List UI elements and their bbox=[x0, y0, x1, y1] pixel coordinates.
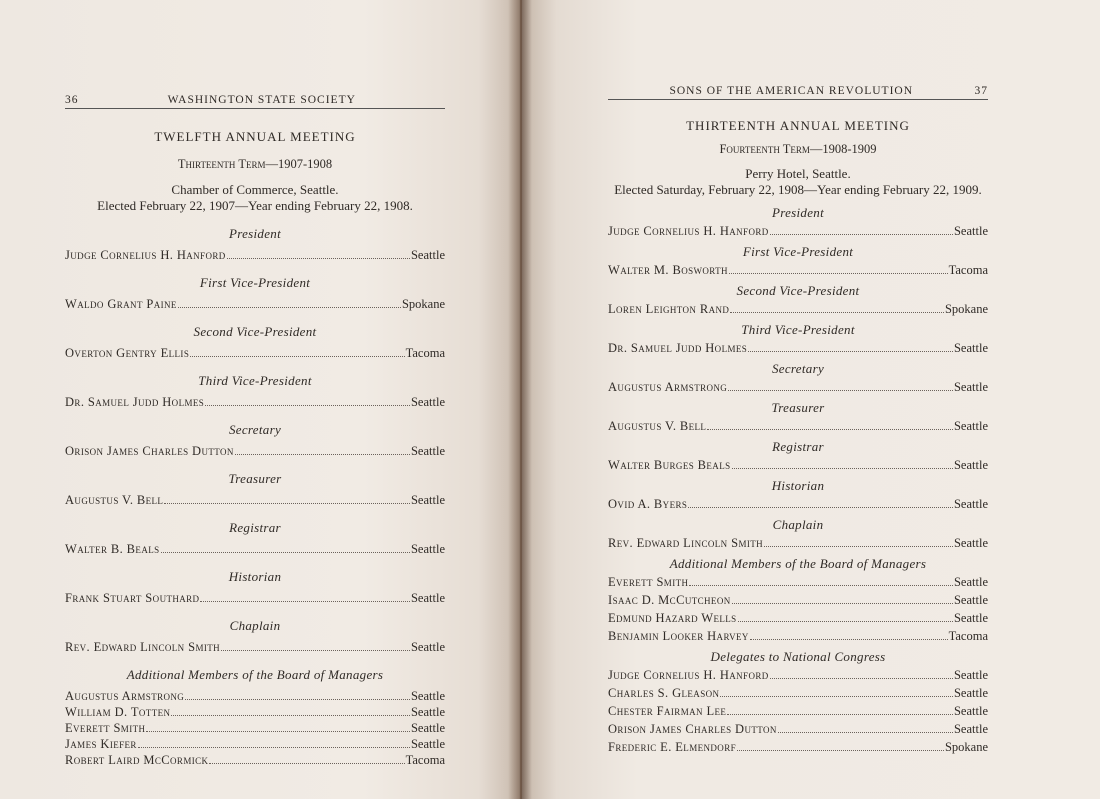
office-heading: Third Vice-President bbox=[741, 322, 855, 337]
officer-entry bbox=[65, 720, 445, 736]
officer-name: Robert Laird McCormick bbox=[65, 753, 209, 767]
officer-name: Waldo Grant Paine bbox=[65, 297, 177, 311]
officer-entry bbox=[65, 704, 445, 720]
officer-entry bbox=[65, 443, 445, 459]
election-info: Elected Saturday, February 22, 1908—Year ending February 22, 1909. bbox=[614, 182, 982, 197]
officer-name: Orison James Charles Dutton bbox=[65, 444, 234, 458]
officer-name: Frederic E. Elmendorf bbox=[608, 740, 737, 754]
office-heading: Historian bbox=[771, 478, 825, 493]
dot-leader bbox=[171, 715, 410, 716]
officer-city: Seattle bbox=[410, 737, 445, 751]
officer-entry bbox=[65, 296, 445, 312]
officer-name: Judge Cornelius H. Hanford bbox=[608, 224, 769, 238]
dot-leader bbox=[688, 507, 953, 508]
dot-leader bbox=[209, 763, 404, 764]
dot-leader bbox=[200, 601, 410, 602]
dot-leader bbox=[778, 732, 953, 733]
officer-name: Ovid A. Byers bbox=[608, 497, 688, 511]
dot-leader bbox=[738, 621, 953, 622]
officer-city: Seattle bbox=[953, 497, 988, 511]
office-heading: Additional Members of the Board of Managers bbox=[669, 556, 927, 571]
officer-city: Seattle bbox=[953, 575, 988, 589]
officer-entry bbox=[65, 492, 445, 508]
office-heading: Secretary bbox=[771, 361, 825, 376]
officer-city: Seattle bbox=[953, 224, 988, 238]
dot-leader bbox=[138, 747, 410, 748]
officer-city: Seattle bbox=[953, 458, 988, 472]
officer-name: Edmund Hazard Wells bbox=[608, 611, 737, 625]
dot-leader bbox=[161, 552, 410, 553]
officer-entry bbox=[65, 394, 445, 410]
officer-city: Seattle bbox=[953, 704, 988, 718]
dot-leader bbox=[750, 639, 948, 640]
dot-leader bbox=[185, 699, 410, 700]
office-heading: Delegates to National Congress bbox=[710, 649, 886, 664]
officer-entry bbox=[65, 688, 445, 704]
officer-name: Overton Gentry Ellis bbox=[65, 346, 190, 360]
dot-leader bbox=[737, 750, 944, 751]
office-heading: Chaplain bbox=[772, 517, 824, 532]
officer-name: Walter Burges Beals bbox=[608, 458, 731, 472]
officer-city: Seattle bbox=[410, 591, 445, 605]
dot-leader bbox=[227, 258, 410, 259]
officer-entry bbox=[608, 301, 988, 317]
officer-entry bbox=[65, 752, 445, 768]
officer-name: Rev. Edward Lincoln Smith bbox=[65, 640, 221, 654]
officer-name: Walter M. Bosworth bbox=[608, 263, 728, 277]
officer-entry bbox=[608, 262, 988, 278]
dot-leader bbox=[221, 650, 410, 651]
officer-city: Seattle bbox=[953, 611, 988, 625]
officer-entry bbox=[608, 667, 988, 683]
officer-entry bbox=[608, 340, 988, 356]
officer-name: Walter B. Beals bbox=[65, 542, 160, 556]
officer-city: Seattle bbox=[953, 380, 988, 394]
office-heading: Additional Members of the Board of Managers bbox=[126, 667, 384, 682]
officer-name: Isaac D. McCutcheon bbox=[608, 593, 731, 607]
office-heading: Second Vice-President bbox=[193, 324, 317, 339]
officer-city: Spokane bbox=[944, 302, 988, 316]
officer-name: William D. Totten bbox=[65, 705, 171, 719]
officer-city: Seattle bbox=[953, 722, 988, 736]
officer-city: Seattle bbox=[953, 686, 988, 700]
officer-entry bbox=[608, 496, 988, 512]
officer-entry bbox=[65, 345, 445, 361]
dot-leader bbox=[732, 603, 953, 604]
dot-leader bbox=[190, 356, 404, 357]
meeting-title: THIRTEENTH ANNUAL MEETING bbox=[686, 118, 910, 133]
office-heading: President bbox=[771, 205, 825, 220]
dot-leader bbox=[235, 454, 410, 455]
officer-entry bbox=[608, 685, 988, 701]
officer-entry bbox=[608, 457, 988, 473]
dot-leader bbox=[730, 312, 944, 313]
officer-entry bbox=[608, 379, 988, 395]
officer-name: Benjamin Looker Harvey bbox=[608, 629, 749, 643]
meeting-location: Chamber of Commerce, Seattle. bbox=[171, 182, 339, 197]
office-heading: Registrar bbox=[229, 520, 281, 535]
officer-name: Dr. Samuel Judd Holmes bbox=[608, 341, 748, 355]
officer-city: Seattle bbox=[410, 721, 445, 735]
office-heading: Historian bbox=[228, 569, 282, 584]
officer-name: Rev. Edward Lincoln Smith bbox=[608, 536, 764, 550]
officer-name: Judge Cornelius H. Hanford bbox=[608, 668, 769, 682]
officer-city: Seattle bbox=[410, 542, 445, 556]
officer-city: Seattle bbox=[410, 640, 445, 654]
officer-entry bbox=[65, 541, 445, 557]
left-page-content bbox=[65, 94, 445, 768]
officer-name: Augustus Armstrong bbox=[608, 380, 728, 394]
officer-entry bbox=[65, 590, 445, 606]
officer-entry bbox=[608, 418, 988, 434]
officer-entry bbox=[608, 574, 988, 590]
dot-leader bbox=[770, 234, 953, 235]
officer-name: Everett Smith bbox=[65, 721, 146, 735]
officer-entry bbox=[65, 736, 445, 752]
page-number: 37 bbox=[974, 85, 988, 97]
officer-city: Seattle bbox=[953, 536, 988, 550]
officer-city: Seattle bbox=[953, 419, 988, 433]
left-page-header bbox=[65, 94, 445, 109]
officer-name: Augustus V. Bell bbox=[608, 419, 707, 433]
officer-city: Tacoma bbox=[405, 753, 445, 767]
dot-leader bbox=[146, 731, 410, 732]
office-heading: Secretary bbox=[228, 422, 282, 437]
office-heading: Treasurer bbox=[771, 400, 825, 415]
officer-entry bbox=[608, 721, 988, 737]
officer-entry bbox=[608, 703, 988, 719]
officer-entry bbox=[608, 628, 988, 644]
officer-city: Tacoma bbox=[405, 346, 445, 360]
officer-city: Seattle bbox=[410, 395, 445, 409]
election-info: Elected February 22, 1907—Year ending February 22, 1908. bbox=[97, 198, 413, 213]
dot-leader bbox=[205, 405, 410, 406]
officer-list bbox=[608, 205, 988, 755]
officer-entry bbox=[608, 535, 988, 551]
officer-entry bbox=[608, 592, 988, 608]
dot-leader bbox=[748, 351, 953, 352]
officer-city: Seattle bbox=[410, 689, 445, 703]
office-heading: First Vice-President bbox=[199, 275, 311, 290]
officer-city: Seattle bbox=[410, 444, 445, 458]
right-page-header bbox=[608, 85, 988, 100]
officer-city: Seattle bbox=[953, 593, 988, 607]
office-heading: Registrar bbox=[772, 439, 824, 454]
office-heading: Treasurer bbox=[228, 471, 282, 486]
officer-entry bbox=[608, 223, 988, 239]
officer-city: Tacoma bbox=[948, 629, 988, 643]
meeting-title: TWELFTH ANNUAL MEETING bbox=[154, 129, 356, 144]
dot-leader bbox=[178, 307, 401, 308]
dot-leader bbox=[689, 585, 953, 586]
officer-name: Everett Smith bbox=[608, 575, 689, 589]
officer-name: Orison James Charles Dutton bbox=[608, 722, 777, 736]
officer-city: Spokane bbox=[401, 297, 445, 311]
running-title: WASHINGTON STATE SOCIETY bbox=[167, 94, 356, 106]
officer-city: Seattle bbox=[410, 705, 445, 719]
officer-name: Loren Leighton Rand bbox=[608, 302, 730, 316]
dot-leader bbox=[164, 503, 410, 504]
officer-entry bbox=[608, 610, 988, 626]
left-page bbox=[0, 0, 520, 799]
officer-name: James Kiefer bbox=[65, 737, 137, 751]
dot-leader bbox=[770, 678, 953, 679]
officer-name: Augustus V. Bell bbox=[65, 493, 164, 507]
office-heading: First Vice-President bbox=[742, 244, 854, 259]
term: Fourteenth Term—1908-1909 bbox=[719, 142, 877, 156]
right-page bbox=[522, 0, 1100, 799]
dot-leader bbox=[764, 546, 953, 547]
meeting-location: Perry Hotel, Seattle. bbox=[745, 166, 851, 181]
officer-name: Augustus Armstrong bbox=[65, 689, 185, 703]
dot-leader bbox=[729, 273, 948, 274]
officer-name: Dr. Samuel Judd Holmes bbox=[65, 395, 205, 409]
officer-list bbox=[65, 226, 445, 768]
dot-leader bbox=[728, 390, 953, 391]
dot-leader bbox=[720, 696, 953, 697]
officer-city: Seattle bbox=[953, 341, 988, 355]
office-heading: President bbox=[228, 226, 282, 241]
officer-entry bbox=[65, 247, 445, 263]
right-page-content bbox=[608, 85, 988, 755]
officer-entry bbox=[65, 639, 445, 655]
dot-leader bbox=[727, 714, 953, 715]
officer-name: Charles S. Gleason bbox=[608, 686, 720, 700]
office-heading: Third Vice-President bbox=[198, 373, 312, 388]
officer-city: Seattle bbox=[953, 668, 988, 682]
officer-city: Tacoma bbox=[948, 263, 988, 277]
dot-leader bbox=[732, 468, 953, 469]
officer-name: Chester Fairman Lee bbox=[608, 704, 727, 718]
page-number: 36 bbox=[65, 94, 79, 106]
officer-city: Seattle bbox=[410, 248, 445, 262]
running-title: SONS OF THE AMERICAN REVOLUTION bbox=[669, 85, 914, 97]
office-heading: Second Vice-President bbox=[736, 283, 860, 298]
office-heading: Chaplain bbox=[229, 618, 281, 633]
officer-city: Spokane bbox=[944, 740, 988, 754]
officer-name: Judge Cornelius H. Hanford bbox=[65, 248, 226, 262]
term: Thirteenth Term—1907-1908 bbox=[177, 157, 333, 171]
officer-name: Frank Stuart Southard bbox=[65, 591, 200, 605]
officer-city: Seattle bbox=[410, 493, 445, 507]
dot-leader bbox=[707, 429, 953, 430]
officer-entry bbox=[608, 739, 988, 755]
